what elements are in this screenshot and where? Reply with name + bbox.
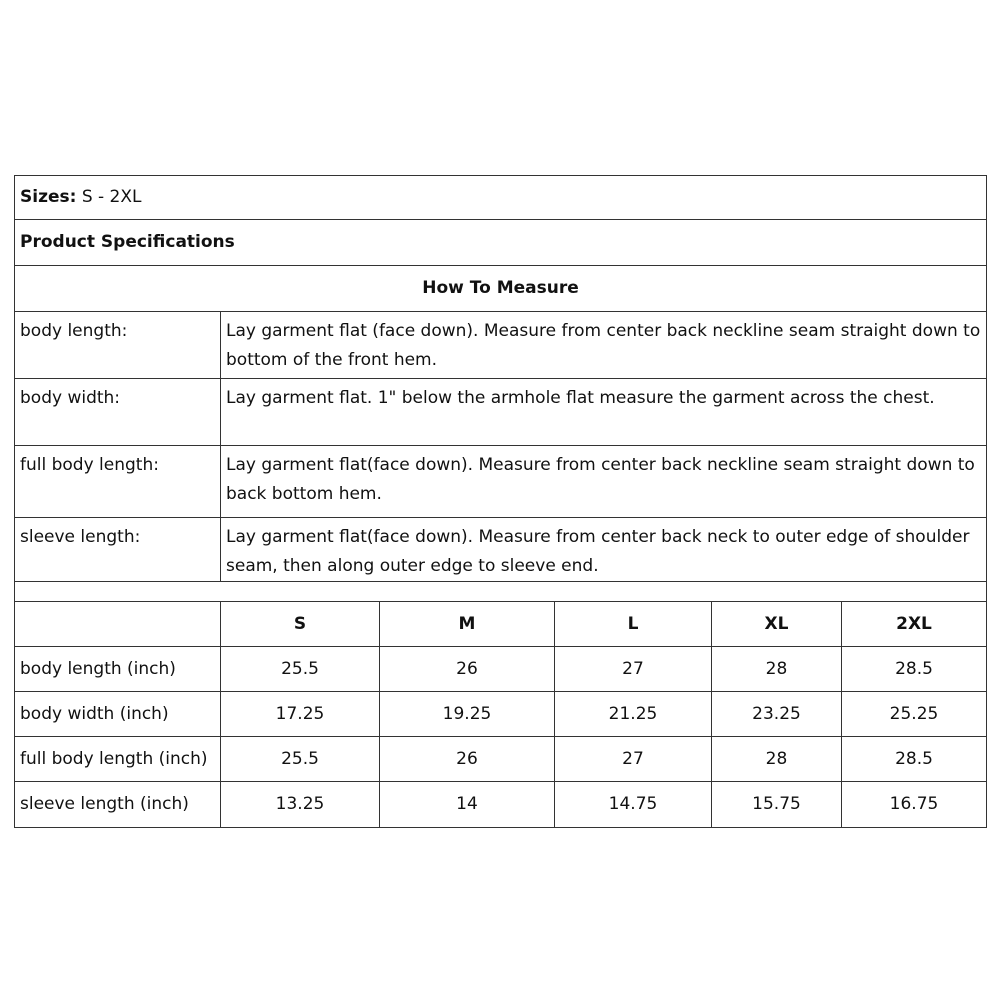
spacer-row — [15, 582, 986, 602]
measure-label: body width: — [15, 379, 221, 445]
size-value: 17.25 — [221, 692, 380, 736]
sizes-row — [15, 176, 986, 220]
spacer-cell — [15, 582, 986, 601]
size-value: 26 — [380, 647, 555, 691]
spec-title-row — [15, 220, 986, 266]
how-to-measure-title: How To Measure — [422, 278, 579, 298]
measure-row — [15, 312, 986, 379]
size-value: 28 — [712, 737, 842, 781]
measure-row — [15, 518, 986, 582]
sizes-cell — [15, 183, 986, 212]
size-row-label: body length (inch) — [15, 647, 221, 691]
size-value: 13.25 — [221, 782, 380, 827]
size-value: 28.5 — [895, 658, 933, 679]
size-value: 23.25 — [712, 692, 842, 736]
size-value: 25.25 — [889, 703, 939, 724]
measure-label: body length: — [15, 312, 221, 378]
size-row — [15, 692, 986, 737]
size-row — [15, 647, 986, 692]
size-value: 15.75 — [712, 782, 842, 827]
measure-row — [15, 446, 986, 518]
size-value: 25.5 — [221, 737, 380, 781]
size-header-row — [15, 602, 986, 647]
size-row — [15, 737, 986, 782]
size-value: 16.75 — [889, 794, 939, 814]
measure-label: full body length: — [15, 446, 221, 517]
measure-description: Lay garment flat. 1" below the armhole flat measure the garment across the chest. — [226, 388, 935, 408]
sizes-value: S - 2XL — [81, 187, 142, 207]
size-row — [15, 782, 986, 827]
measure-description: Lay garment flat(face down). Measure from center back neck to outer edge of shoulder seam, then along outer edge to sleeve end. — [226, 527, 970, 576]
size-value: 25.5 — [221, 647, 380, 691]
sizes-label: Sizes: — [20, 187, 77, 207]
size-value: 27 — [555, 737, 712, 781]
size-row-label: sleeve length (inch) — [15, 782, 221, 827]
size-header-m: M — [380, 602, 555, 646]
spec-title: Product Specifications — [20, 232, 235, 252]
size-value: 26 — [380, 737, 555, 781]
size-header-l: L — [555, 602, 712, 646]
size-header-blank — [15, 602, 221, 646]
spec-sheet — [14, 175, 987, 828]
how-to-measure-row — [15, 266, 986, 312]
size-header-2xl: 2XL — [896, 613, 932, 634]
size-value: 21.25 — [555, 692, 712, 736]
measure-description: Lay garment flat (face down). Measure from center back neckline seam straight down to bottom of the front hem. — [226, 321, 981, 370]
size-value: 28 — [712, 647, 842, 691]
size-row-label: full body length (inch) — [15, 737, 221, 781]
size-value: 14.75 — [555, 782, 712, 827]
size-header-xl: XL — [712, 602, 842, 646]
size-row-label: body width (inch) — [15, 692, 221, 736]
measure-row — [15, 379, 986, 446]
size-value: 27 — [555, 647, 712, 691]
measure-label: sleeve length: — [15, 518, 221, 581]
size-header-s: S — [221, 602, 380, 646]
size-value: 14 — [380, 782, 555, 827]
size-value: 28.5 — [895, 748, 933, 769]
size-value: 19.25 — [380, 692, 555, 736]
measure-description: Lay garment flat(face down). Measure from center back neckline seam straight down to back bottom hem. — [226, 455, 975, 504]
